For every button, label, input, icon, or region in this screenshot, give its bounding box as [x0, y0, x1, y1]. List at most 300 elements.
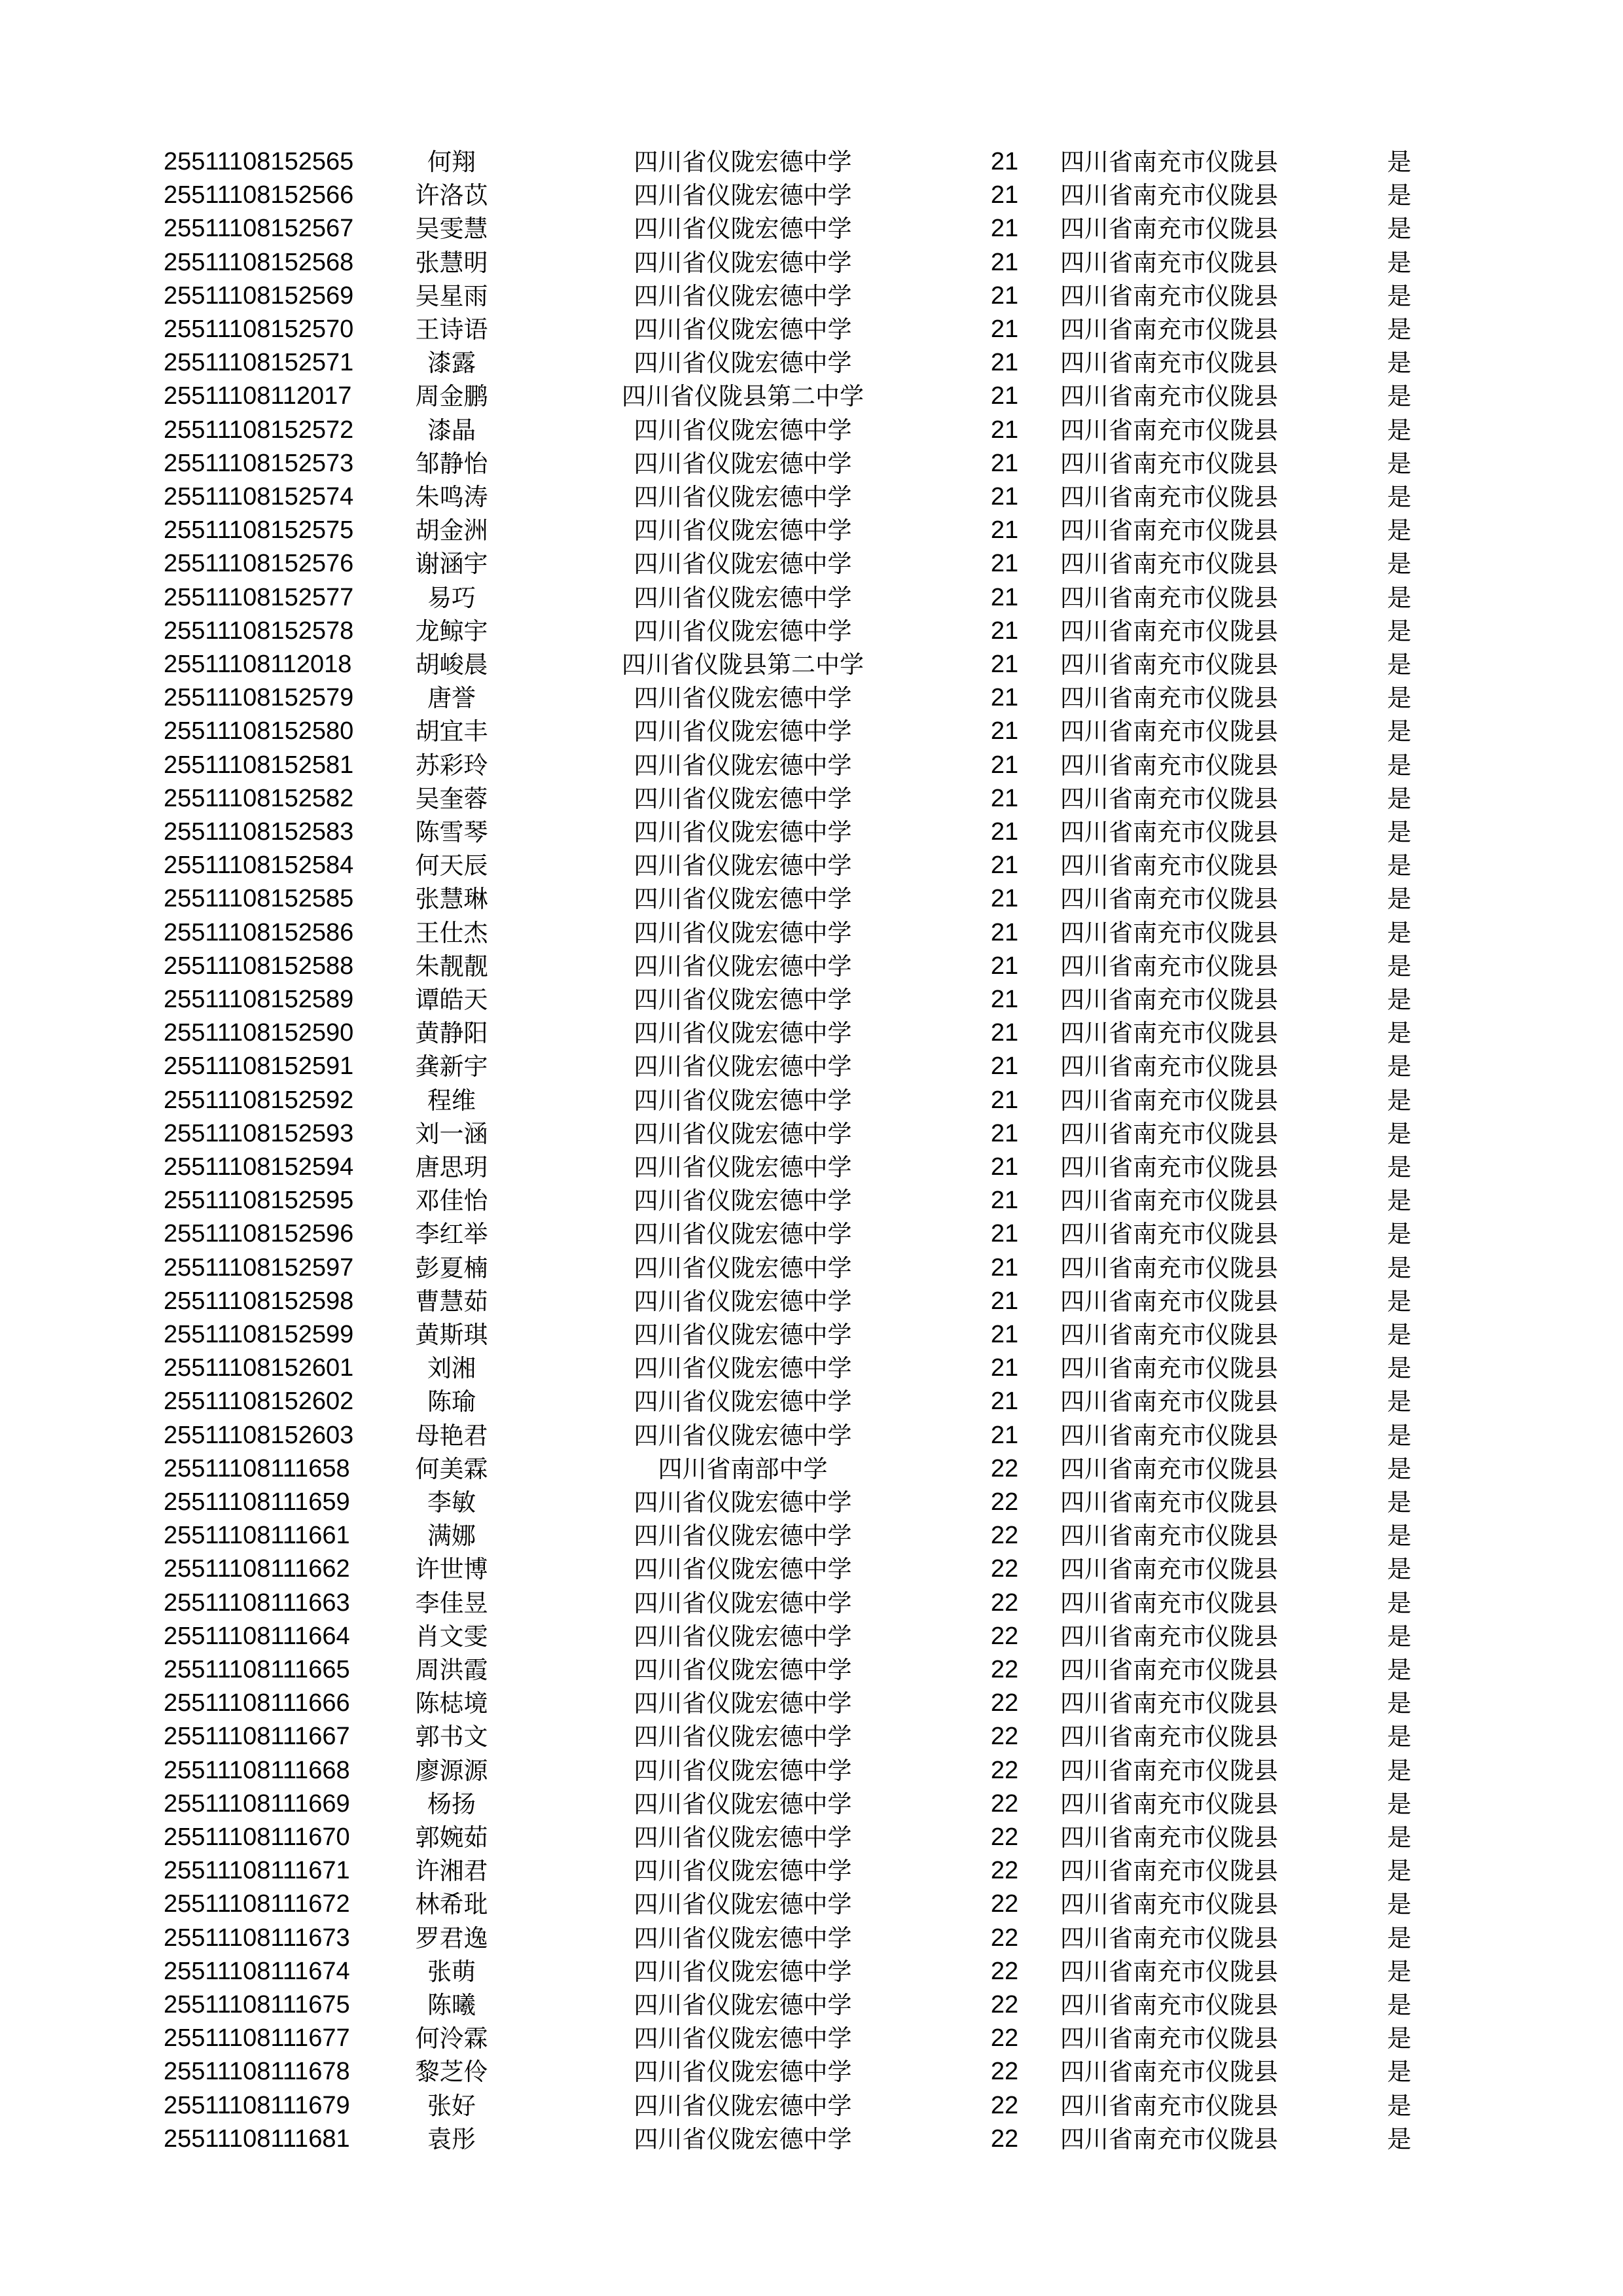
row-id-cell: 25511108152598: [164, 1287, 354, 1315]
row-flag-cell: 是: [1387, 215, 1412, 243]
row-number-cell: 21: [990, 1086, 1019, 1114]
table-row: [0, 1385, 1623, 1418]
row-county-cell: 四川省南充市仪陇县: [1060, 818, 1278, 846]
row-school-cell: 四川省仪陇宏德中学: [633, 1052, 852, 1081]
row-county-cell: 四川省南充市仪陇县: [1060, 617, 1278, 645]
row-flag-cell: 是: [1387, 1890, 1412, 1919]
row-number-cell: 21: [990, 818, 1019, 846]
row-county-cell: 四川省南充市仪陇县: [1060, 918, 1278, 947]
row-name-cell: 唐誉: [427, 684, 476, 713]
row-school-cell: 四川省仪陇宏德中学: [633, 1857, 852, 1886]
row-county-cell: 四川省南充市仪陇县: [1060, 1253, 1278, 1282]
row-number-cell: 21: [990, 717, 1019, 745]
row-county-cell: 四川省南充市仪陇县: [1060, 1388, 1278, 1416]
row-number-cell: 21: [990, 918, 1019, 946]
row-name-cell: 苏彩玲: [415, 751, 488, 780]
row-school-cell: 四川省仪陇宏德中学: [633, 1656, 852, 1684]
row-county-cell: 四川省南充市仪陇县: [1060, 1052, 1278, 1081]
row-name-cell: 陈雪琴: [415, 818, 488, 846]
row-county-cell: 四川省南充市仪陇县: [1060, 1924, 1278, 1952]
row-name-cell: 胡峻晨: [415, 651, 488, 679]
row-number-cell: 21: [990, 148, 1019, 175]
row-id-cell: 25511108111663: [164, 1588, 350, 1617]
row-flag-cell: 是: [1387, 684, 1412, 713]
row-name-cell: 吴奎蓉: [415, 784, 488, 813]
row-school-cell: 四川省仪陇宏德中学: [633, 684, 852, 713]
row-name-cell: 张慧琳: [415, 885, 488, 914]
row-county-cell: 四川省南充市仪陇县: [1060, 1555, 1278, 1584]
table-row: [0, 414, 1623, 447]
row-name-cell: 罗君逸: [415, 1924, 488, 1952]
row-id-cell: 25511108112017: [164, 382, 352, 410]
row-number-cell: 21: [990, 416, 1019, 444]
row-flag-cell: 是: [1387, 1220, 1412, 1249]
row-name-cell: 胡宜丰: [415, 717, 488, 746]
row-flag-cell: 是: [1387, 416, 1412, 444]
row-name-cell: 何翔: [427, 148, 476, 176]
row-county-cell: 四川省南充市仪陇县: [1060, 181, 1278, 210]
row-school-cell: 四川省仪陇宏德中学: [633, 1991, 852, 2019]
row-flag-cell: 是: [1387, 1187, 1412, 1215]
row-flag-cell: 是: [1387, 1924, 1412, 1952]
row-number-cell: 21: [990, 1388, 1019, 1416]
row-county-cell: 四川省南充市仪陇县: [1060, 148, 1278, 176]
row-number-cell: 21: [990, 449, 1019, 477]
row-id-cell: 25511108111671: [164, 1857, 350, 1885]
row-county-cell: 四川省南充市仪陇县: [1060, 2058, 1278, 2087]
row-number-cell: 21: [990, 751, 1019, 779]
row-school-cell: 四川省仪陇宏德中学: [633, 784, 852, 813]
row-county-cell: 四川省南充市仪陇县: [1060, 1220, 1278, 1249]
row-id-cell: 25511108152568: [164, 248, 354, 276]
table-row: [0, 1419, 1623, 1452]
row-id-cell: 25511108111675: [164, 1991, 350, 2018]
row-school-cell: 四川省仪陇宏德中学: [633, 918, 852, 947]
row-school-cell: 四川省仪陇宏德中学: [633, 1287, 852, 1316]
row-name-cell: 满娜: [427, 1522, 476, 1551]
row-flag-cell: 是: [1387, 784, 1412, 813]
row-county-cell: 四川省南充市仪陇县: [1060, 1689, 1278, 1718]
row-number-cell: 22: [990, 1857, 1019, 1885]
row-number-cell: 21: [990, 1052, 1019, 1081]
row-id-cell: 25511108152592: [164, 1086, 354, 1114]
row-name-cell: 廖源源: [415, 1756, 488, 1785]
row-number-cell: 21: [990, 852, 1019, 880]
row-number-cell: 21: [990, 684, 1019, 712]
row-county-cell: 四川省南充市仪陇县: [1060, 583, 1278, 612]
row-county-cell: 四川省南充市仪陇县: [1060, 852, 1278, 880]
row-flag-cell: 是: [1387, 1287, 1412, 1316]
table-row: [0, 1251, 1623, 1285]
row-flag-cell: 是: [1387, 952, 1412, 980]
row-county-cell: 四川省南充市仪陇县: [1060, 952, 1278, 980]
row-id-cell: 25511108111670: [164, 1823, 350, 1851]
row-county-cell: 四川省南充市仪陇县: [1060, 784, 1278, 813]
row-id-cell: 25511108152591: [164, 1052, 354, 1081]
row-name-cell: 周金鹏: [415, 382, 488, 411]
row-number-cell: 21: [990, 215, 1019, 243]
row-id-cell: 25511108112018: [164, 651, 352, 678]
table-row: [0, 782, 1623, 816]
table-row: [0, 681, 1623, 715]
row-name-cell: 谭皓天: [415, 986, 488, 1014]
row-id-cell: 25511108152567: [164, 215, 354, 243]
row-flag-cell: 是: [1387, 1488, 1412, 1516]
row-school-cell: 四川省仪陇宏德中学: [633, 1220, 852, 1249]
row-name-cell: 邓佳怡: [415, 1187, 488, 1215]
row-school-cell: 四川省仪陇宏德中学: [633, 516, 852, 545]
row-number-cell: 22: [990, 2024, 1019, 2053]
row-school-cell: 四川省仪陇宏德中学: [633, 1086, 852, 1115]
row-flag-cell: 是: [1387, 315, 1412, 344]
row-school-cell: 四川省仪陇宏德中学: [633, 1421, 852, 1450]
table-row: [0, 246, 1623, 279]
row-name-cell: 许湘君: [415, 1857, 488, 1886]
table-row: [0, 514, 1623, 547]
row-flag-cell: 是: [1387, 1119, 1412, 1148]
table-row: [0, 1184, 1623, 1217]
row-school-cell: 四川省仪陇宏德中学: [633, 1756, 852, 1785]
row-id-cell: 25511108152581: [164, 751, 354, 779]
table-row: [0, 380, 1623, 413]
row-number-cell: 22: [990, 1555, 1019, 1583]
row-county-cell: 四川省南充市仪陇县: [1060, 1421, 1278, 1450]
row-school-cell: 四川省仪陇宏德中学: [633, 717, 852, 746]
table-row: [0, 1552, 1623, 1586]
row-county-cell: 四川省南充市仪陇县: [1060, 1454, 1278, 1483]
row-county-cell: 四川省南充市仪陇县: [1060, 684, 1278, 713]
row-name-cell: 周洪霞: [415, 1656, 488, 1684]
row-name-cell: 李红举: [415, 1220, 488, 1249]
row-county-cell: 四川省南充市仪陇县: [1060, 1354, 1278, 1383]
row-id-cell: 25511108152565: [164, 148, 354, 175]
row-school-cell: 四川省仪陇宏德中学: [633, 952, 852, 980]
row-id-cell: 25511108152586: [164, 918, 354, 946]
row-school-cell: 四川省仪陇宏德中学: [633, 2125, 852, 2153]
row-number-cell: 21: [990, 1321, 1019, 1348]
row-flag-cell: 是: [1387, 2091, 1412, 2120]
row-number-cell: 21: [990, 1153, 1019, 1181]
row-name-cell: 林希玭: [415, 1890, 488, 1919]
row-county-cell: 四川省南充市仪陇县: [1060, 349, 1278, 378]
row-school-cell: 四川省仪陇宏德中学: [633, 248, 852, 277]
row-name-cell: 母艳君: [415, 1421, 488, 1450]
row-id-cell: 25511108152576: [164, 550, 354, 578]
row-name-cell: 刘湘: [427, 1354, 476, 1383]
table-row: [0, 882, 1623, 916]
row-county-cell: 四川省南充市仪陇县: [1060, 751, 1278, 780]
row-flag-cell: 是: [1387, 349, 1412, 378]
row-number-cell: 22: [990, 1656, 1019, 1683]
row-number-cell: 21: [990, 952, 1019, 980]
row-id-cell: 25511108111677: [164, 2024, 350, 2053]
row-flag-cell: 是: [1387, 651, 1412, 679]
row-name-cell: 许世博: [415, 1555, 488, 1584]
row-county-cell: 四川省南充市仪陇县: [1060, 1957, 1278, 1986]
table-row: [0, 1151, 1623, 1184]
row-flag-cell: 是: [1387, 852, 1412, 880]
row-county-cell: 四川省南充市仪陇县: [1060, 1622, 1278, 1651]
row-school-cell: 四川省仪陇宏德中学: [633, 1321, 852, 1349]
table-row: [0, 145, 1623, 179]
row-id-cell: 25511108152574: [164, 483, 354, 511]
row-id-cell: 25511108152569: [164, 281, 354, 310]
row-county-cell: 四川省南充市仪陇县: [1060, 516, 1278, 545]
row-id-cell: 25511108111672: [164, 1890, 350, 1918]
row-number-cell: 22: [990, 1588, 1019, 1617]
table-row: [0, 1854, 1623, 1888]
row-number-cell: 22: [990, 1890, 1019, 1918]
row-school-cell: 四川省仪陇宏德中学: [633, 1588, 852, 1617]
row-flag-cell: 是: [1387, 1823, 1412, 1852]
row-id-cell: 25511108111664: [164, 1622, 350, 1650]
row-flag-cell: 是: [1387, 751, 1412, 780]
table-row: [0, 1587, 1623, 1620]
table-row: [0, 313, 1623, 346]
row-flag-cell: 是: [1387, 1321, 1412, 1349]
row-id-cell: 25511108111681: [164, 2125, 350, 2153]
row-name-cell: 漆露: [427, 349, 476, 378]
row-flag-cell: 是: [1387, 717, 1412, 746]
row-county-cell: 四川省南充市仪陇县: [1060, 248, 1278, 277]
table-row: [0, 950, 1623, 983]
row-id-cell: 25511108152571: [164, 349, 354, 377]
row-id-cell: 25511108152577: [164, 583, 354, 611]
row-number-cell: 22: [990, 1622, 1019, 1650]
row-county-cell: 四川省南充市仪陇县: [1060, 1488, 1278, 1516]
row-flag-cell: 是: [1387, 2024, 1412, 2053]
row-county-cell: 四川省南充市仪陇县: [1060, 1153, 1278, 1181]
row-flag-cell: 是: [1387, 1723, 1412, 1751]
row-school-cell: 四川省仪陇宏德中学: [633, 550, 852, 579]
table-row: [0, 447, 1623, 480]
table-row: [0, 346, 1623, 380]
row-id-cell: 25511108152599: [164, 1321, 354, 1348]
row-number-cell: 21: [990, 516, 1019, 545]
row-name-cell: 肖文雯: [415, 1622, 488, 1651]
row-id-cell: 25511108152570: [164, 315, 354, 343]
row-school-cell: 四川省仪陇宏德中学: [633, 1388, 852, 1416]
row-school-cell: 四川省仪陇宏德中学: [633, 986, 852, 1014]
table-row: [0, 1687, 1623, 1720]
row-number-cell: 22: [990, 1924, 1019, 1952]
row-number-cell: 22: [990, 1756, 1019, 1784]
row-flag-cell: 是: [1387, 449, 1412, 478]
row-number-cell: 21: [990, 784, 1019, 812]
row-county-cell: 四川省南充市仪陇县: [1060, 1991, 1278, 2019]
row-name-cell: 何泠霖: [415, 2024, 488, 2053]
row-flag-cell: 是: [1387, 248, 1412, 277]
row-number-cell: 21: [990, 1019, 1019, 1047]
row-name-cell: 刘一涵: [415, 1119, 488, 1148]
table-row: [0, 1620, 1623, 1653]
table-row: [0, 715, 1623, 748]
row-flag-cell: 是: [1387, 1454, 1412, 1483]
row-county-cell: 四川省南充市仪陇县: [1060, 416, 1278, 444]
table-row: [0, 1452, 1623, 1486]
row-flag-cell: 是: [1387, 583, 1412, 612]
row-number-cell: 21: [990, 617, 1019, 645]
row-flag-cell: 是: [1387, 2058, 1412, 2087]
row-name-cell: 何天辰: [415, 852, 488, 880]
row-number-cell: 21: [990, 349, 1019, 377]
row-id-cell: 25511108152594: [164, 1153, 354, 1181]
row-county-cell: 四川省南充市仪陇县: [1060, 1019, 1278, 1048]
row-number-cell: 21: [990, 1119, 1019, 1147]
row-number-cell: 22: [990, 1723, 1019, 1751]
table-row: [0, 279, 1623, 313]
row-id-cell: 25511108152585: [164, 885, 354, 913]
row-flag-cell: 是: [1387, 181, 1412, 210]
row-number-cell: 22: [990, 1789, 1019, 1818]
table-row: [0, 1988, 1623, 2022]
row-number-cell: 22: [990, 1689, 1019, 1717]
row-county-cell: 四川省南充市仪陇县: [1060, 1890, 1278, 1919]
row-flag-cell: 是: [1387, 1991, 1412, 2019]
row-name-cell: 谢涵宇: [415, 550, 488, 579]
row-id-cell: 25511108152603: [164, 1421, 354, 1449]
row-flag-cell: 是: [1387, 1086, 1412, 1115]
row-flag-cell: 是: [1387, 1388, 1412, 1416]
row-school-cell: 四川省仪陇宏德中学: [633, 215, 852, 243]
row-county-cell: 四川省南充市仪陇县: [1060, 1588, 1278, 1617]
table-row: [0, 749, 1623, 782]
row-school-cell: 四川省仪陇宏德中学: [633, 1723, 852, 1751]
table-row: [0, 179, 1623, 212]
row-school-cell: 四川省仪陇宏德中学: [633, 885, 852, 914]
row-county-cell: 四川省南充市仪陇县: [1060, 2091, 1278, 2120]
row-school-cell: 四川省仪陇宏德中学: [633, 852, 852, 880]
row-number-cell: 21: [990, 1253, 1019, 1282]
row-school-cell: 四川省仪陇宏德中学: [633, 1488, 852, 1516]
row-name-cell: 黄斯琪: [415, 1321, 488, 1349]
row-name-cell: 吴星雨: [415, 281, 488, 310]
table-row: [0, 1318, 1623, 1352]
table-row: [0, 1922, 1623, 1955]
table-row: [0, 1653, 1623, 1687]
row-name-cell: 黎芝伶: [415, 2058, 488, 2087]
row-name-cell: 曹慧茹: [415, 1287, 488, 1316]
row-number-cell: 21: [990, 986, 1019, 1013]
row-id-cell: 25511108111669: [164, 1789, 350, 1818]
row-school-cell: 四川省仪陇宏德中学: [633, 416, 852, 444]
row-name-cell: 张慧明: [415, 248, 488, 277]
table-row: [0, 2123, 1623, 2156]
row-number-cell: 21: [990, 1220, 1019, 1248]
row-id-cell: 25511108111659: [164, 1488, 350, 1516]
table-row: [0, 1486, 1623, 1519]
row-school-cell: 四川省仪陇宏德中学: [633, 818, 852, 846]
table-row: [0, 1117, 1623, 1151]
row-school-cell: 四川省仪陇宏德中学: [633, 1253, 852, 1282]
row-county-cell: 四川省南充市仪陇县: [1060, 1789, 1278, 1818]
row-flag-cell: 是: [1387, 617, 1412, 645]
row-number-cell: 22: [990, 1522, 1019, 1550]
row-school-cell: 四川省仪陇宏德中学: [633, 1153, 852, 1181]
row-school-cell: 四川省仪陇宏德中学: [633, 617, 852, 645]
row-name-cell: 彭夏楠: [415, 1253, 488, 1282]
row-county-cell: 四川省南充市仪陇县: [1060, 550, 1278, 579]
row-school-cell: 四川省仪陇宏德中学: [633, 181, 852, 210]
row-name-cell: 李敏: [427, 1488, 476, 1516]
row-id-cell: 25511108152572: [164, 416, 354, 444]
row-county-cell: 四川省南充市仪陇县: [1060, 2024, 1278, 2053]
table-row: [0, 1217, 1623, 1251]
row-flag-cell: 是: [1387, 986, 1412, 1014]
row-county-cell: 四川省南充市仪陇县: [1060, 1823, 1278, 1852]
row-name-cell: 许洛苡: [415, 181, 488, 210]
row-county-cell: 四川省南充市仪陇县: [1060, 215, 1278, 243]
row-number-cell: 21: [990, 583, 1019, 611]
row-county-cell: 四川省南充市仪陇县: [1060, 1287, 1278, 1316]
table-row: [0, 2089, 1623, 2123]
row-flag-cell: 是: [1387, 1153, 1412, 1181]
row-flag-cell: 是: [1387, 2125, 1412, 2153]
row-name-cell: 吴雯慧: [415, 215, 488, 243]
row-flag-cell: 是: [1387, 516, 1412, 545]
row-county-cell: 四川省南充市仪陇县: [1060, 1656, 1278, 1684]
row-id-cell: 25511108152588: [164, 952, 354, 980]
row-county-cell: 四川省南充市仪陇县: [1060, 651, 1278, 679]
row-county-cell: 四川省南充市仪陇县: [1060, 1086, 1278, 1115]
table-row: [0, 615, 1623, 648]
row-school-cell: 四川省仪陇宏德中学: [633, 1555, 852, 1584]
row-flag-cell: 是: [1387, 148, 1412, 176]
row-name-cell: 唐思玥: [415, 1153, 488, 1181]
row-id-cell: 25511108111667: [164, 1723, 350, 1751]
row-school-cell: 四川省仪陇县第二中学: [622, 651, 864, 679]
row-number-cell: 21: [990, 1287, 1019, 1315]
table-row: [0, 1888, 1623, 1921]
row-school-cell: 四川省仪陇宏德中学: [633, 1890, 852, 1919]
table-row: [0, 2055, 1623, 2089]
row-number-cell: 21: [990, 382, 1019, 410]
table-row: [0, 648, 1623, 681]
row-school-cell: 四川省仪陇宏德中学: [633, 1019, 852, 1048]
row-number-cell: 21: [990, 651, 1019, 678]
row-school-cell: 四川省仪陇宏德中学: [633, 148, 852, 176]
table-row: [0, 1955, 1623, 1988]
row-flag-cell: 是: [1387, 1522, 1412, 1551]
row-name-cell: 陈瑜: [427, 1388, 476, 1416]
row-name-cell: 朱靓靓: [415, 952, 488, 980]
row-number-cell: 22: [990, 2125, 1019, 2153]
row-county-cell: 四川省南充市仪陇县: [1060, 1522, 1278, 1551]
row-id-cell: 25511108152595: [164, 1187, 354, 1215]
row-flag-cell: 是: [1387, 918, 1412, 947]
row-number-cell: 21: [990, 483, 1019, 511]
row-flag-cell: 是: [1387, 1354, 1412, 1383]
row-flag-cell: 是: [1387, 1689, 1412, 1718]
row-county-cell: 四川省南充市仪陇县: [1060, 1723, 1278, 1751]
row-name-cell: 王仕杰: [415, 918, 488, 947]
row-name-cell: 朱鸣涛: [415, 483, 488, 511]
row-name-cell: 陈梽境: [415, 1689, 488, 1718]
table-row: [0, 983, 1623, 1016]
row-county-cell: 四川省南充市仪陇县: [1060, 1119, 1278, 1148]
row-number-cell: 21: [990, 281, 1019, 310]
row-school-cell: 四川省仪陇宏德中学: [633, 349, 852, 378]
row-flag-cell: 是: [1387, 1656, 1412, 1684]
row-number-cell: 22: [990, 1454, 1019, 1482]
row-number-cell: 21: [990, 885, 1019, 913]
row-id-cell: 25511108152579: [164, 684, 354, 712]
row-id-cell: 25511108111674: [164, 1957, 350, 1985]
table-row: [0, 1352, 1623, 1385]
row-id-cell: 25511108111662: [164, 1555, 350, 1583]
row-flag-cell: 是: [1387, 885, 1412, 914]
row-school-cell: 四川省仪陇宏德中学: [633, 1522, 852, 1551]
